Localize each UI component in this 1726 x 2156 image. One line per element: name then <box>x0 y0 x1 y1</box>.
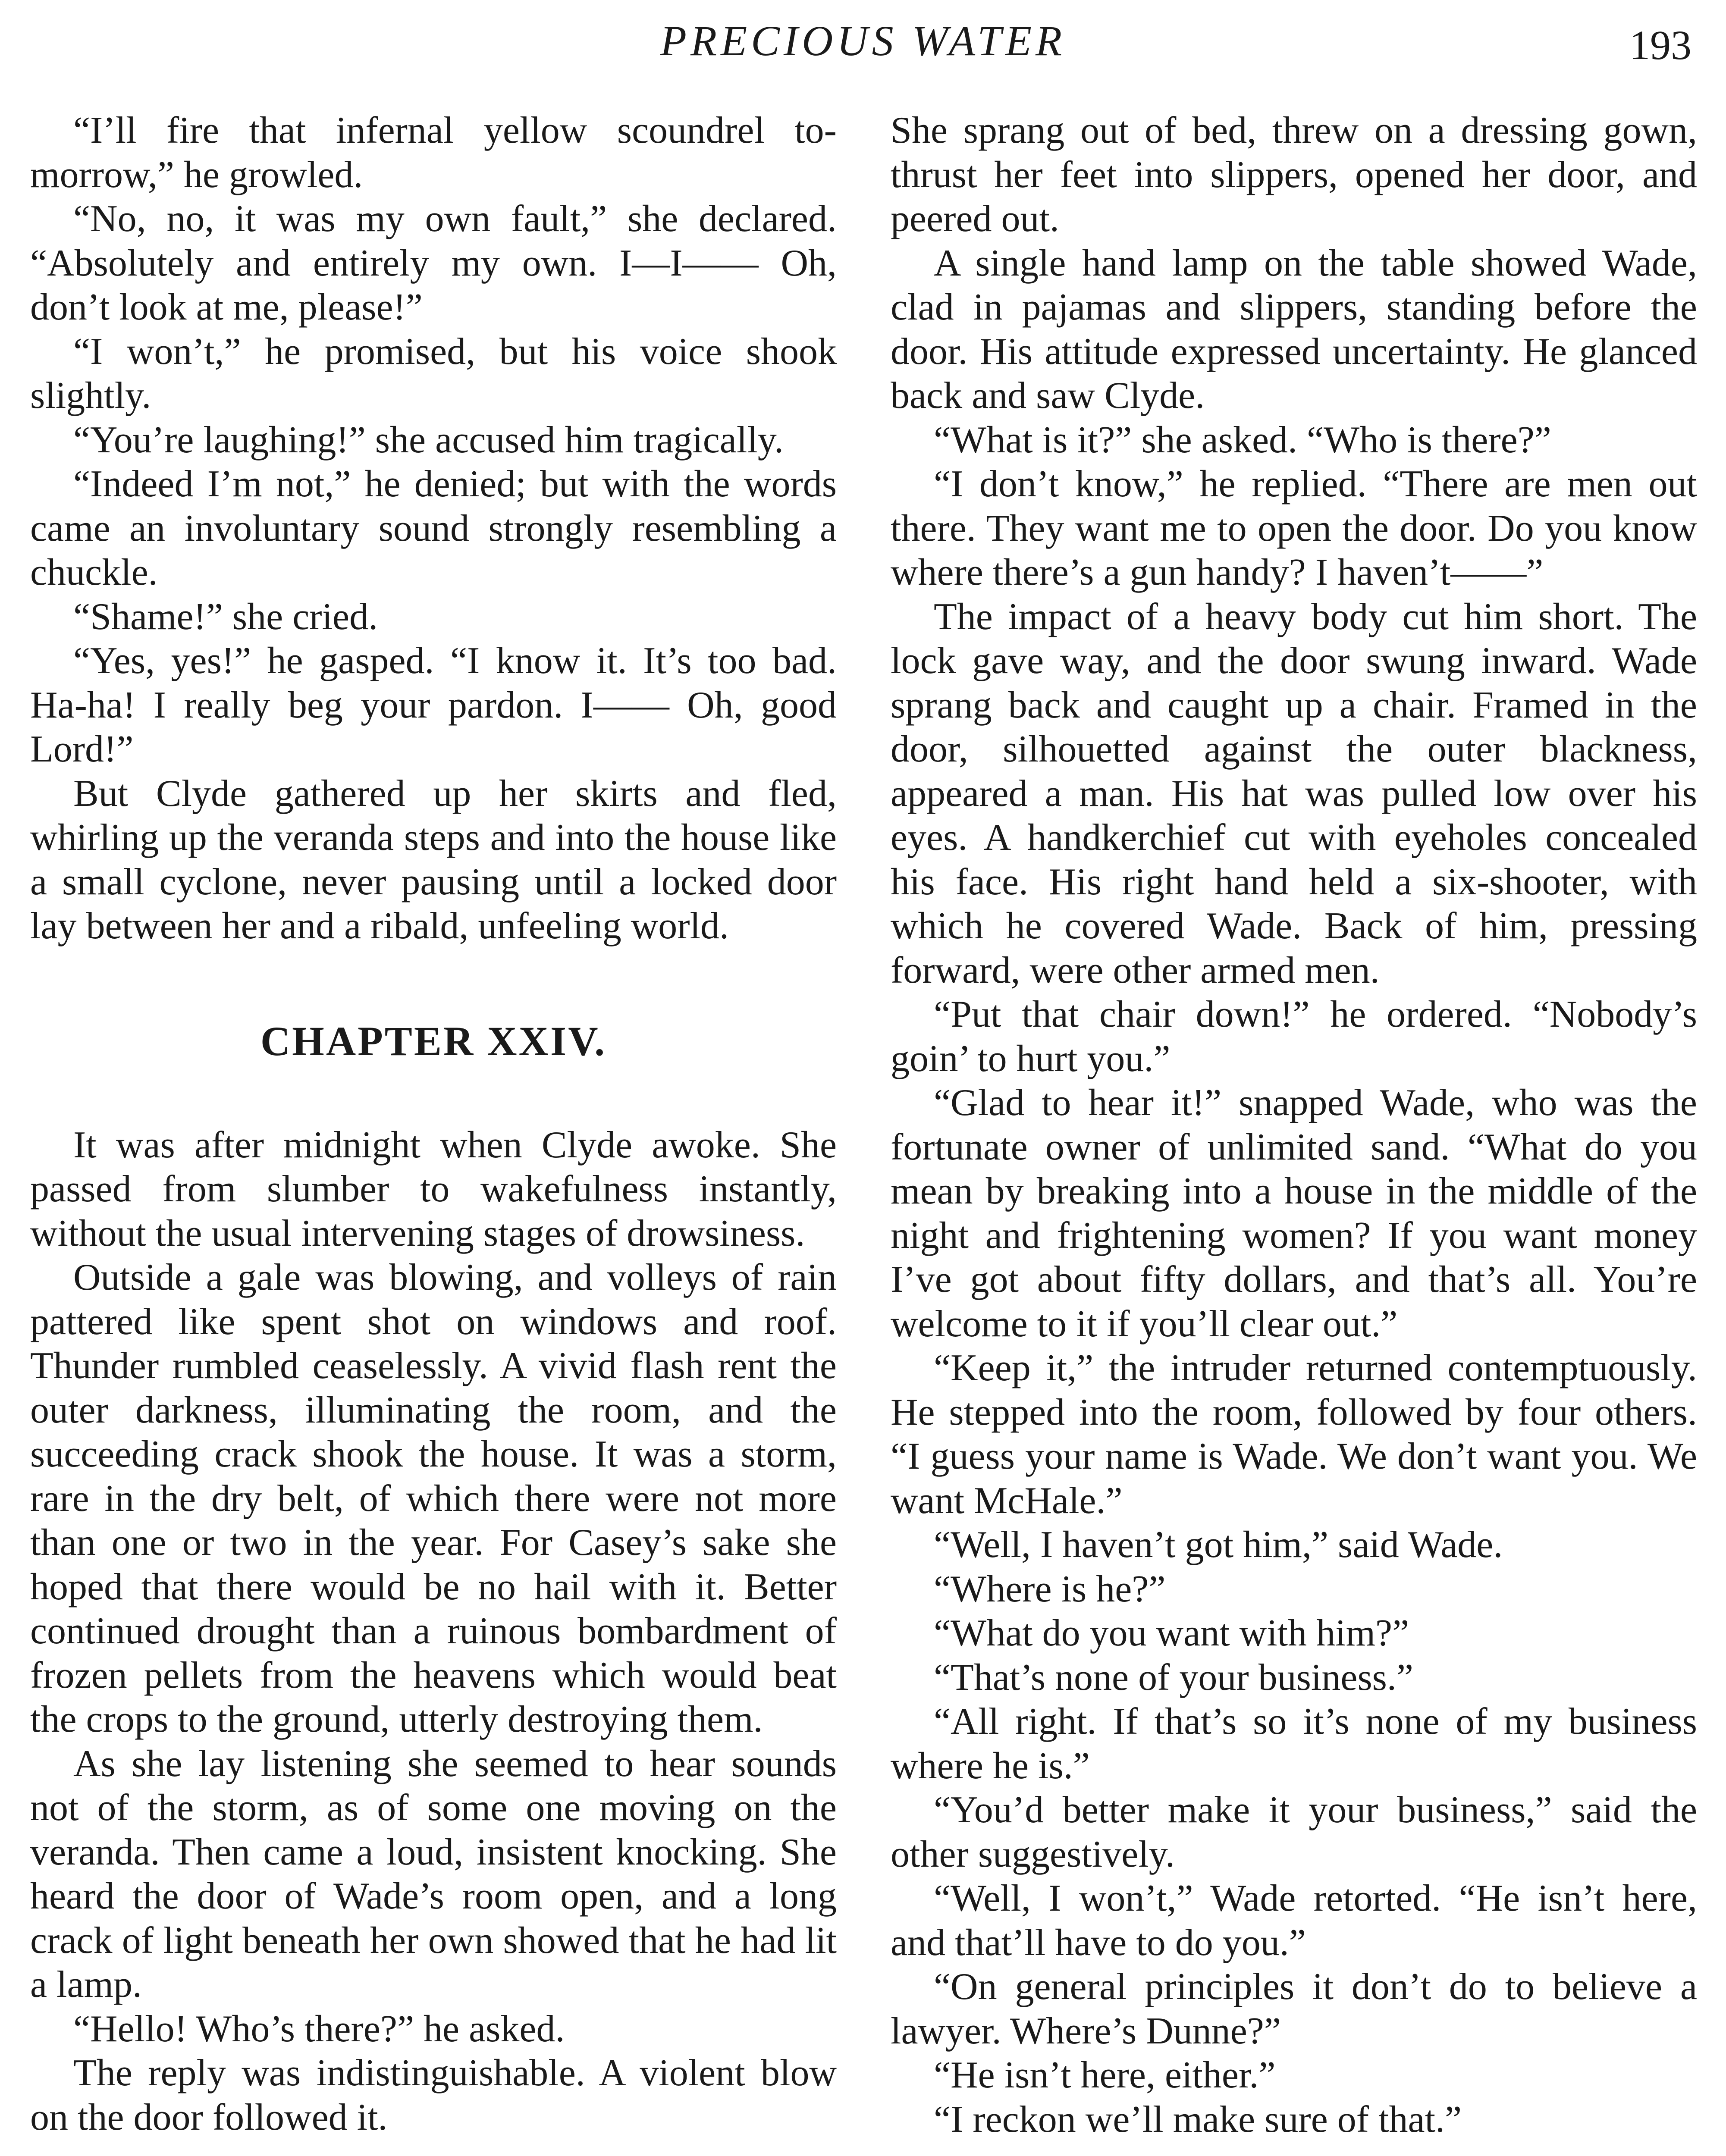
paragraph: It was after midnight when Clyde awoke. She passed from slumber to wakefulness instantly, without the usual intervening stages of drowsiness. <box>30 1124 837 1254</box>
paragraph: “Yes, yes!” he gasped. “I know it. It’s too bad. Ha-ha! I really beg your pardon. I—— Oh, good Lord!” <box>30 640 837 770</box>
paragraph: “You’re laughing!” she accused him tragically. <box>73 419 784 461</box>
paragraph: “You’d better make it your business,” said the other suggestively. <box>891 1789 1697 1875</box>
paragraph: “On general principles it don’t do to believe a lawyer. Where’s Dunne?” <box>891 1966 1697 2052</box>
paragraph: But Clyde gathered up her skirts and fled, whirling up the veranda steps and into the house like a small cyclone, never pausing until a locked door lay between her and a ribald, unfeeling world. <box>30 772 837 947</box>
running-title: PRECIOUS WATER <box>660 17 1066 65</box>
paragraph: “No, no, it was my own fault,” she declared. “Absolutely and entirely my own. I—I—— Oh, don’t look at me, please!” <box>30 198 837 328</box>
paragraph: “Keep it,” the intruder returned contemptuously. He stepped into the room, followed by four others. “I guess your name is Wade. We don’t want you. We want McHale.” <box>891 1347 1697 1522</box>
paragraph: “He isn’t here, either.” <box>934 2054 1276 2096</box>
paragraph: As she lay listening she seemed to hear sounds not of the storm, as of some one moving on the veranda. Then came a loud, insistent knocking. She heard the door of Wade’s room open, and a long crack of light beneath her own showed that he had lit a lamp. <box>30 1742 837 2006</box>
page-number: 193 <box>1629 22 1691 68</box>
paragraph: The reply was indistinguishable. A violent blow on the door followed it. <box>30 2052 837 2138</box>
paragraph: “Well, I haven’t got him,” said Wade. <box>934 1524 1503 1566</box>
paragraph: The impact of a heavy body cut him short. The lock gave way, and the door swung inward. Wade sprang back and caught up a chair. Framed in the door, silhouetted against the outer blackness, appeared a man. His hat was pulled low over his eyes. A handkerchief cut with eyeholes concealed his face. His right hand held a six-shooter, with which he covered Wade. Back of him, pressing forward, were other armed men. <box>891 595 1697 991</box>
left-column <box>30 109 837 2140</box>
paragraph: She sprang out of bed, threw on a dressing gown, thrust her feet into slippers, opened her door, and peered out. <box>891 110 1697 240</box>
paragraph: A single hand lamp on the table showed Wade, clad in pajamas and slippers, standing before the door. His attitude expressed uncertainty. He glanced back and saw Clyde. <box>891 242 1697 417</box>
paragraph: “Shame!” she cried. <box>73 595 378 638</box>
paragraph: “I don’t know,” he replied. “There are men out there. They want me to open the door. Do you know where there’s a gun handy? I haven’t——” <box>891 463 1697 593</box>
paragraph: “Hello! Who’s there?” he asked. <box>73 2008 565 2050</box>
paragraph: “I reckon we’ll make sure of that.” <box>934 2098 1462 2140</box>
paragraph: “What do you want with him?” <box>934 1612 1409 1654</box>
paragraph: “I won’t,” he promised, but his voice shook slightly. <box>30 330 837 417</box>
paragraph: “What is it?” she asked. “Who is there?” <box>934 419 1551 461</box>
paragraph: “Put that chair down!” he ordered. “Nobody’s goin’ to hurt you.” <box>891 993 1697 1080</box>
paragraph: “I’ll fire that infernal yellow scoundrel to-morrow,” he growled. <box>30 110 837 196</box>
paragraph: “Well, I won’t,” Wade retorted. “He isn’t here, and that’ll have to do you.” <box>891 1877 1697 1964</box>
paragraph: “That’s none of your business.” <box>934 1656 1413 1698</box>
paragraph: “Where is he?” <box>934 1568 1166 1610</box>
right-column <box>891 109 1697 2142</box>
running-head <box>0 9 1726 73</box>
chapter-heading: CHAPTER XXIV. <box>260 1018 607 1064</box>
paragraph: “Indeed I’m not,” he denied; but with the words came an involuntary sound strongly resembling a chuckle. <box>30 463 837 593</box>
paragraph: “All right. If that’s so it’s none of my business where he is.” <box>891 1701 1697 1787</box>
paragraph: “Glad to hear it!” snapped Wade, who was the fortunate owner of unlimited sand. “What do you mean by breaking into a house in the middle of the night and frightening women? If you want money I’ve got about fifty dollars, and that’s all. You’re welcome to it if you’ll clear out.” <box>891 1082 1697 1345</box>
paragraph: Outside a gale was blowing, and volleys of rain pattered like spent shot on windows and roof. Thunder rumbled ceaselessly. A vivid flash rent the outer darkness, illuminating the room, and the succeeding crack shook the house. It was a storm, rare in the dry belt, of which there were not more than one or two in the year. For Casey’s sake she hoped that there would be no hail with it. Better continued drought than a ruinous bombardment of frozen pellets from the heavens which would beat the crops to the ground, utterly destroying them. <box>30 1257 837 1740</box>
